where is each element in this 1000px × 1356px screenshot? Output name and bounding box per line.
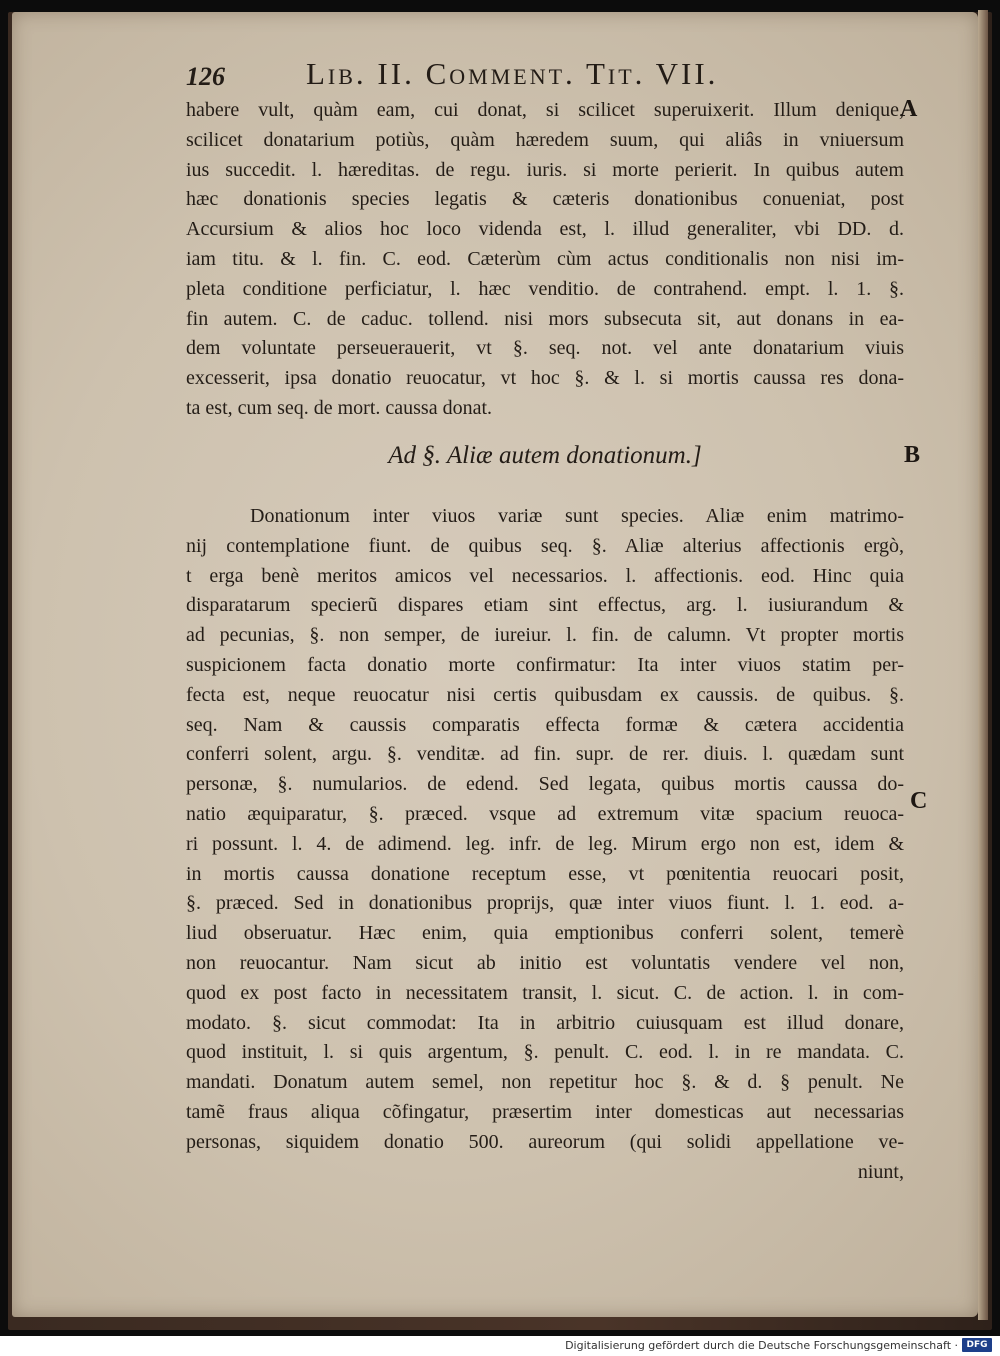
text-line: personas, siquidem donatio 500. aureorum (qui solidi appellatione ve- — [186, 1130, 904, 1153]
catchword: niunt, — [857, 1160, 904, 1183]
text-line: tamẽ fraus aliqua cõfingatur, præsertim inter domesticas aut necessarias — [186, 1100, 904, 1123]
text-line: §. præced. Sed in donationibus proprijs, quæ inter viuos fiunt. l. 1. eod. a- — [186, 892, 904, 915]
dfg-logo: DFG — [962, 1338, 992, 1352]
text-line: liud obseruatur. Hæc enim, quia emptionibus conferri solent, temerè — [186, 922, 904, 945]
text-line: suspicionem facta donatio morte confirmatur: Ita inter viuos statim per- — [186, 653, 904, 676]
text-line: fin autem. C. de caduc. tollend. nisi mors subsecuta sit, aut donans in ea- — [186, 307, 904, 330]
text-line: conferri solent, argu. §. venditæ. ad fin. supr. de rer. diuis. l. quædam sunt — [186, 743, 904, 766]
text-line: in mortis caussa donatione receptum esse, vt pœnitentia reuocari posit, — [186, 862, 904, 885]
text-line: Donationum inter viuos variæ sunt species. Aliæ enim matrimo- — [250, 505, 904, 527]
text-line: ta est, cum seq. de mort. caussa donat. — [186, 396, 493, 419]
text-line: fecta est, neque reuocatur nisi certis quibusdam ex caussis. de quibus. §. — [186, 683, 904, 706]
page-number: 126 — [186, 62, 225, 91]
section-heading: Ad §. Aliæ autem donationum.] — [388, 442, 702, 469]
margin-letter-c: C — [910, 788, 928, 814]
text-line: non reuocantur. Nam sicut ab initio est voluntatis vendere vel non, — [186, 951, 904, 974]
text-line: quod ex post facto in necessitatem transit, l. sicut. C. de action. l. in com- — [186, 981, 904, 1004]
text-line: natio æquiparatur, §. præced. vsque ad extremum vitæ spacium reuoca- — [186, 802, 904, 825]
margin-letter-b: B — [904, 442, 921, 468]
text-line: modato. §. sicut commodat: Ita in arbitrio cuiusquam est illud donare, — [186, 1011, 904, 1034]
text-line: ri possunt. l. 4. de adimend. leg. infr. de leg. Mirum ergo non est, idem & — [186, 832, 904, 855]
text-line: iam titu. & l. fin. C. eod. Cæterùm cùm actus conditionalis non nisi im- — [186, 247, 904, 270]
text-line: t erga benè meritos amicos vel necessarios. l. affectionis. eod. Hinc quia — [186, 564, 904, 587]
text-line: hæc donationis species legatis & cæteris donationibus conueniat, post — [186, 188, 904, 211]
funding-credit: Digitalisierung gefördert durch die Deutsche Forschungsgemeinschaft · — [565, 1339, 958, 1352]
margin-letter-a: A — [900, 96, 918, 122]
text-block-2 — [186, 502, 904, 1187]
text-line: pleta conditione perficiatur, l. hæc venditio. de contrahend. empt. l. 1. §. — [186, 277, 904, 300]
text-line: nij contemplatione fiunt. de quibus seq. §. Aliæ alterius affectionis ergò, — [186, 534, 904, 557]
text-block-1 — [186, 96, 904, 424]
text-line: seq. Nam & caussis comparatis effecta formæ & cætera accidentia — [186, 713, 904, 736]
text-line: mandati. Donatum autem semel, non repetitur hoc §. & d. § penult. Ne — [186, 1071, 904, 1094]
text-line: quod instituit, l. si quis argentum, §. penult. C. eod. l. in re mandata. C. — [186, 1041, 904, 1064]
text-line: scilicet donatarium potiùs, quàm hæredem suum, qui aliâs in vniuersum — [186, 128, 904, 151]
running-title: Lib. II. Comment. Tit. VII. — [306, 56, 719, 91]
text-line: ad pecunias, §. non semper, de iureiur. l. fin. de calumn. Vt propter mortis — [186, 624, 904, 647]
text-line: ius succedit. l. hæreditas. de regu. iuris. si morte perierit. In quibus autem — [186, 158, 904, 181]
text-line: personæ, §. numularios. de edend. Sed legata, quibus mortis caussa do- — [186, 773, 904, 796]
text-line: habere vult, quàm eam, cui donat, si scilicet superuixerit. Illum denique, — [186, 99, 904, 121]
text-line: Accursium & alios hoc loco videnda est, l. illud generaliter, vbi DD. d. — [186, 218, 904, 241]
text-line: disparatarum specierũ dispares etiam sint effectus, arg. l. iusiurandum & — [186, 594, 904, 617]
text-line: dem voluntate perseuerauerit, vt §. seq. not. vel ante donatarium viuis — [186, 337, 904, 360]
page-edge — [978, 10, 988, 1320]
running-head — [186, 56, 786, 94]
footer-bar — [0, 1336, 1000, 1356]
text-line: excesserit, ipsa donatio reuocatur, vt hoc §. & l. si mortis caussa res dona- — [186, 367, 904, 390]
